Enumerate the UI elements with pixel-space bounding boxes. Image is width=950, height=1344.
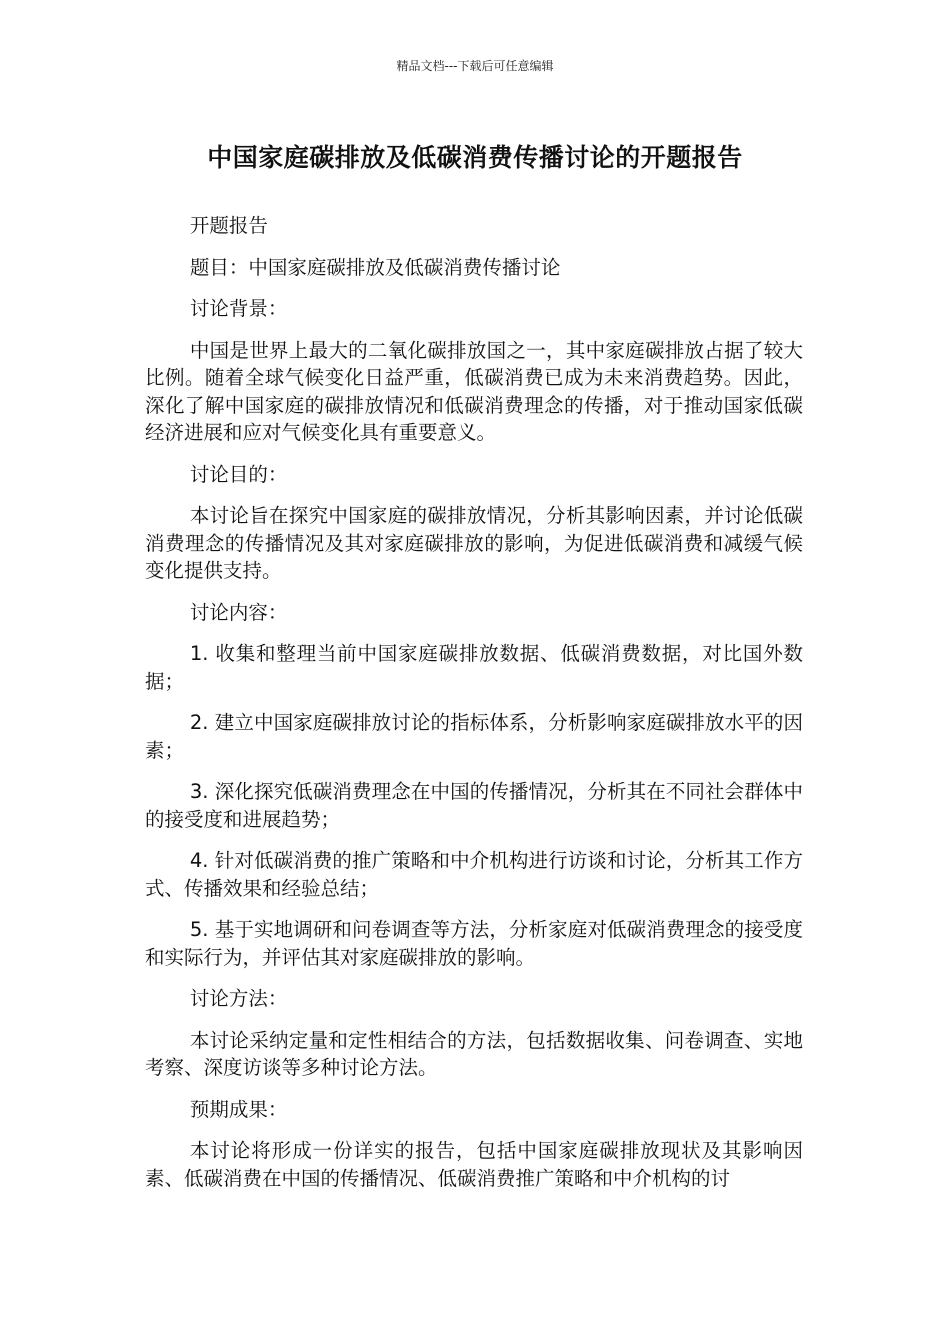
method-paragraph: 本讨论采纳定量和定性相结合的方法，包括数据收集、问卷调查、实地考察、深度访谈等多种讨论方法。 — [145, 1028, 803, 1079]
content-item-2: 2. 建立中国家庭碳排放讨论的指标体系，分析影响家庭碳排放水平的因素； — [145, 711, 803, 762]
document-body — [145, 212, 803, 1206]
outcome-paragraph: 本讨论将形成一份详实的报告，包括中国家庭碳排放现状及其影响因素、低碳消费在中国的传播情况、低碳消费推广策略和中介机构的讨 — [145, 1139, 803, 1190]
purpose-paragraph: 本讨论旨在探究中国家庭的碳排放情况，分析其影响因素，并讨论低碳消费理念的传播情况及其对家庭碳排放的影响，为促进低碳消费和减缓气候变化提供支持。 — [145, 504, 803, 582]
topic-line: 题目：中国家庭碳排放及低碳消费传播讨论 — [189, 255, 561, 279]
document-title: 中国家庭碳排放及低碳消费传播讨论的开题报告 — [207, 143, 743, 172]
section-label-report: 开题报告 — [189, 214, 268, 237]
background-paragraph: 中国是世界上最大的二氧化碳排放国之一，其中家庭碳排放占据了较大比例。随着全球气候变化日益严重，低碳消费已成为未来消费趋势。因此，深化了解中国家庭的碳排放情况和低碳消费理念的传播，对于推动国家低碳经济进展和应对气候变化具有重要意义。 — [145, 338, 803, 444]
section-heading-method: 讨论方法： — [189, 987, 288, 1010]
section-heading-background: 讨论背景： — [189, 297, 288, 320]
section-heading-outcome: 预期成果： — [189, 1097, 288, 1121]
header-note: 精品文档---下载后可任意编辑 — [396, 59, 554, 73]
section-heading-purpose: 讨论目的： — [189, 462, 288, 486]
content-item-3: 3. 深化探究低碳消费理念在中国的传播情况，分析其在不同社会群体中的接受度和进展趋势； — [145, 780, 803, 831]
content-item-4: 4. 针对低碳消费的推广策略和中介机构进行访谈和讨论，分析其工作方式、传播效果和经验总结； — [145, 849, 803, 900]
content-item-5: 5. 基于实地调研和问卷调查等方法，分析家庭对低碳消费理念的接受度和实际行为，并评估其对家庭碳排放的影响。 — [145, 918, 803, 969]
section-heading-content: 讨论内容： — [189, 600, 288, 624]
content-item-1: 1. 收集和整理当前中国家庭碳排放数据、低碳消费数据，对比国外数据； — [145, 642, 803, 693]
